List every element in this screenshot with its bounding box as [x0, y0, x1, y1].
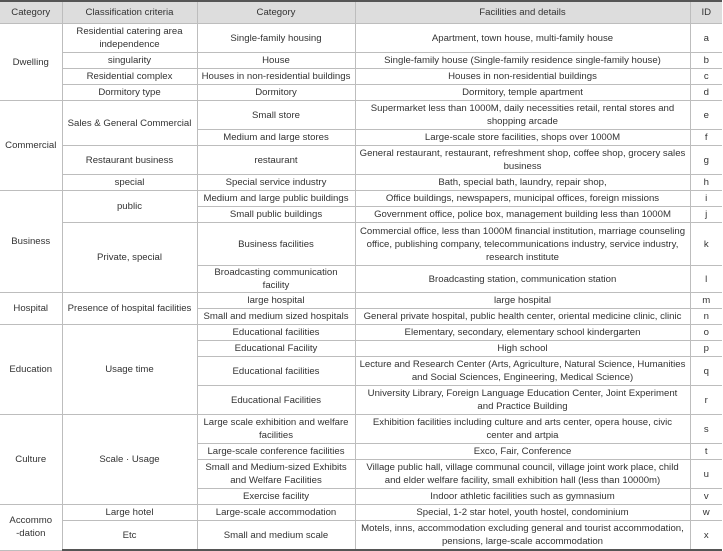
criteria-cell: Presence of hospital facilities [62, 293, 197, 325]
table-row [0, 505, 722, 521]
id-cell: q [690, 357, 722, 386]
category-cell: Small store [197, 101, 355, 130]
id-cell: h [690, 175, 722, 191]
header-classification-criteria: Classification criteria [62, 1, 197, 24]
details-cell: Government office, police box, management building less than 1000M [355, 207, 690, 223]
id-cell: t [690, 444, 722, 460]
category-cell: Exercise facility [197, 489, 355, 505]
header-facilities-details: Facilities and details [355, 1, 690, 24]
group-culture: Culture [0, 415, 62, 505]
category-cell: Educational Facility [197, 341, 355, 357]
details-cell: Supermarket less than 1000M, daily necessities retail, rental stores and shopping arcade [355, 101, 690, 130]
details-cell: Village public hall, village communal council, village joint work place, child and elder welfare facility, small exhibition hall (less than 10000m) [355, 460, 690, 489]
id-cell: b [690, 53, 722, 69]
criteria-cell: public [62, 191, 197, 223]
table-row [0, 521, 722, 551]
id-cell: s [690, 415, 722, 444]
table-row [0, 85, 722, 101]
details-cell: Indoor athletic facilities such as gymnasium [355, 489, 690, 505]
id-cell: l [690, 266, 722, 293]
id-cell: f [690, 130, 722, 146]
group-accommodation: Accommo -dation [0, 505, 62, 551]
criteria-cell: Etc [62, 521, 197, 551]
category-cell: restaurant [197, 146, 355, 175]
details-cell: Bath, special bath, laundry, repair shop, [355, 175, 690, 191]
header-id: ID [690, 1, 722, 24]
details-cell: Office buildings, newspapers, municipal offices, foreign missions [355, 191, 690, 207]
details-cell: Special, 1-2 star hotel, youth hostel, condominium [355, 505, 690, 521]
table-row [0, 293, 722, 309]
category-cell: Business facilities [197, 223, 355, 266]
table-row [0, 415, 722, 444]
table-row [0, 175, 722, 191]
details-cell: Exhibition facilities including culture and arts center, opera house, civic center and artpia [355, 415, 690, 444]
table-header-row [0, 1, 722, 24]
criteria-cell: Large hotel [62, 505, 197, 521]
category-cell: Small and medium sized hospitals [197, 309, 355, 325]
group-hospital: Hospital [0, 293, 62, 325]
criteria-cell: special [62, 175, 197, 191]
details-cell: Motels, inns, accommodation excluding general and tourist accommodation, pensions, large-scale accommodation [355, 521, 690, 551]
category-cell: Small public buildings [197, 207, 355, 223]
table-row [0, 325, 722, 341]
category-cell: House [197, 53, 355, 69]
id-cell: r [690, 386, 722, 415]
group-dwelling: Dwelling [0, 24, 62, 101]
id-cell: i [690, 191, 722, 207]
criteria-cell: Usage time [62, 325, 197, 415]
category-cell: Dormitory [197, 85, 355, 101]
criteria-cell: singularity [62, 53, 197, 69]
criteria-cell: Restaurant business [62, 146, 197, 175]
id-cell: j [690, 207, 722, 223]
details-cell: Single-family house (Single-family residence single-family house) [355, 53, 690, 69]
id-cell: k [690, 223, 722, 266]
id-cell: g [690, 146, 722, 175]
table-row [0, 191, 722, 207]
table-row [0, 101, 722, 130]
id-cell: a [690, 24, 722, 53]
criteria-cell: Residential complex [62, 69, 197, 85]
details-cell: Exco, Fair, Conference [355, 444, 690, 460]
details-cell: large hospital [355, 293, 690, 309]
category-cell: Large scale exhibition and welfare facilities [197, 415, 355, 444]
category-cell: Broadcasting communication facility [197, 266, 355, 293]
table-row [0, 53, 722, 69]
category-cell: Special service industry [197, 175, 355, 191]
details-cell: Commercial office, less than 1000M financial institution, marriage counseling office, publishing company, telecommunications industry, service industry, research institute [355, 223, 690, 266]
details-cell: Lecture and Research Center (Arts, Agriculture, Natural Science, Humanities and Social Sciences, Engineering, Medical Science) [355, 357, 690, 386]
details-cell: High school [355, 341, 690, 357]
category-cell: Single-family housing [197, 24, 355, 53]
id-cell: c [690, 69, 722, 85]
id-cell: u [690, 460, 722, 489]
group-business: Business [0, 191, 62, 293]
details-cell: Large-scale store facilities, shops over 1000M [355, 130, 690, 146]
category-cell: Medium and large public buildings [197, 191, 355, 207]
category-cell: Educational Facilities [197, 386, 355, 415]
category-cell: large hospital [197, 293, 355, 309]
criteria-cell: Scale · Usage [62, 415, 197, 505]
category-cell: Small and medium scale [197, 521, 355, 551]
id-cell: d [690, 85, 722, 101]
details-cell: Apartment, town house, multi-family house [355, 24, 690, 53]
table-row [0, 146, 722, 175]
id-cell: p [690, 341, 722, 357]
id-cell: v [690, 489, 722, 505]
table-row [0, 69, 722, 85]
details-cell: Elementary, secondary, elementary school kindergarten [355, 325, 690, 341]
group-education: Education [0, 325, 62, 415]
criteria-cell: Residential catering area independence [62, 24, 197, 53]
details-cell: Dormitory, temple apartment [355, 85, 690, 101]
category-cell: Medium and large stores [197, 130, 355, 146]
details-cell: General restaurant, restaurant, refreshment shop, coffee shop, grocery sales business [355, 146, 690, 175]
id-cell: n [690, 309, 722, 325]
category-cell: Houses in non-residential buildings [197, 69, 355, 85]
category-cell: Large-scale accommodation [197, 505, 355, 521]
criteria-cell: Dormitory type [62, 85, 197, 101]
table-row [0, 223, 722, 266]
details-cell: General private hospital, public health center, oriental medicine clinic, clinic [355, 309, 690, 325]
header-subcategory: Category [197, 1, 355, 24]
header-category: Category [0, 1, 62, 24]
id-cell: e [690, 101, 722, 130]
criteria-cell: Sales & General Commercial [62, 101, 197, 146]
id-cell: x [690, 521, 722, 551]
id-cell: o [690, 325, 722, 341]
category-cell: Educational facilities [197, 357, 355, 386]
id-cell: m [690, 293, 722, 309]
id-cell: w [690, 505, 722, 521]
details-cell: University Library, Foreign Language Education Center, Joint Experiment and Practice Building [355, 386, 690, 415]
category-cell: Large-scale conference facilities [197, 444, 355, 460]
group-commercial: Commercial [0, 101, 62, 191]
details-cell: Broadcasting station, communication station [355, 266, 690, 293]
table-row [0, 24, 722, 53]
criteria-cell: Private, special [62, 223, 197, 293]
category-cell: Small and Medium-sized Exhibits and Welfare Facilities [197, 460, 355, 489]
category-cell: Educational facilities [197, 325, 355, 341]
details-cell: Houses in non-residential buildings [355, 69, 690, 85]
